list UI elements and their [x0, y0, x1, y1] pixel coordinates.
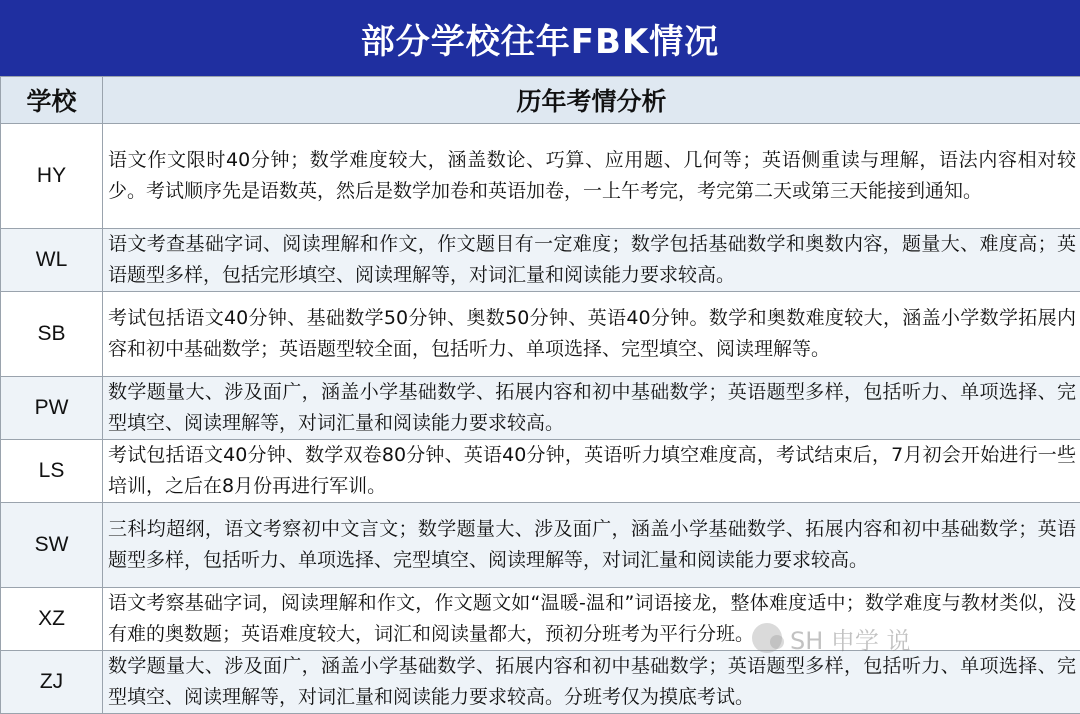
watermark	[752, 618, 911, 658]
school-code: SW	[1, 503, 103, 588]
school-code: HY	[1, 124, 103, 229]
school-code: ZJ	[1, 651, 103, 714]
page-title: 部分学校往年FBK情况	[361, 14, 720, 63]
exam-analysis: 考试包括语文40分钟、基础数学50分钟、奥数50分钟、英语40分钟。数学和奥数难度较大，涵盖小学数学拓展内容和初中基础数学；英语题型较全面，包括听力、单项选择、完型填空、阅读理解等。	[103, 292, 1080, 377]
exam-analysis: 语文作文限时40分钟；数学难度较大，涵盖数论、巧算、应用题、几何等；英语侧重读与理解，语法内容相对较少。考试顺序先是语数英，然后是数学加卷和英语加卷，一上午考完，考完第二天或第三天能接到通知。	[103, 124, 1080, 229]
table-row	[1, 377, 1080, 440]
school-table	[0, 76, 1080, 714]
table-row	[1, 503, 1080, 588]
table-row	[1, 588, 1080, 651]
table-row	[1, 124, 1080, 229]
school-code: SB	[1, 292, 103, 377]
chat-bubble-icon	[752, 623, 782, 653]
table-row	[1, 651, 1080, 714]
school-code: WL	[1, 229, 103, 292]
school-code: XZ	[1, 588, 103, 651]
title-banner	[0, 0, 1080, 76]
table-row	[1, 292, 1080, 377]
column-header-analysis: 历年考情分析	[103, 77, 1080, 124]
school-code: LS	[1, 440, 103, 503]
exam-analysis: 语文考察基础字词，阅读理解和作文，作文题文如“温暖-温和”词语接龙，整体难度适中；数学难度与教材类似，没有难的奥数题；英语难度较大，词汇和阅读量都大，预初分班考为平行分班。	[103, 588, 1080, 651]
exam-analysis: 语文考查基础字词、阅读理解和作文，作文题目有一定难度；数学包括基础数学和奥数内容，题量大、难度高；英语题型多样，包括完形填空、阅读理解等，对词汇量和阅读能力要求较高。	[103, 229, 1080, 292]
school-code: PW	[1, 377, 103, 440]
table-row	[1, 440, 1080, 503]
exam-analysis: 数学题量大、涉及面广，涵盖小学基础数学、拓展内容和初中基础数学；英语题型多样，包括听力、单项选择、完型填空、阅读理解等，对词汇量和阅读能力要求较高。分班考仅为摸底考试。	[103, 651, 1080, 714]
exam-analysis: 考试包括语文40分钟、数学双卷80分钟、英语40分钟，英语听力填空难度高，考试结束后，7月初会开始进行一些培训，之后在8月份再进行军训。	[103, 440, 1080, 503]
table-header-row	[1, 77, 1080, 124]
exam-analysis: 数学题量大、涉及面广，涵盖小学基础数学、拓展内容和初中基础数学；英语题型多样，包括听力、单项选择、完型填空、阅读理解等，对词汇量和阅读能力要求较高。	[103, 377, 1080, 440]
table-row	[1, 229, 1080, 292]
watermark-text: SH 申学 说	[790, 621, 911, 656]
column-header-school: 学校	[1, 77, 103, 124]
exam-analysis: 三科均超纲，语文考察初中文言文；数学题量大、涉及面广，涵盖小学基础数学、拓展内容和初中基础数学；英语题型多样，包括听力、单项选择、完型填空、阅读理解等，对词汇量和阅读能力要求较高。	[103, 503, 1080, 588]
